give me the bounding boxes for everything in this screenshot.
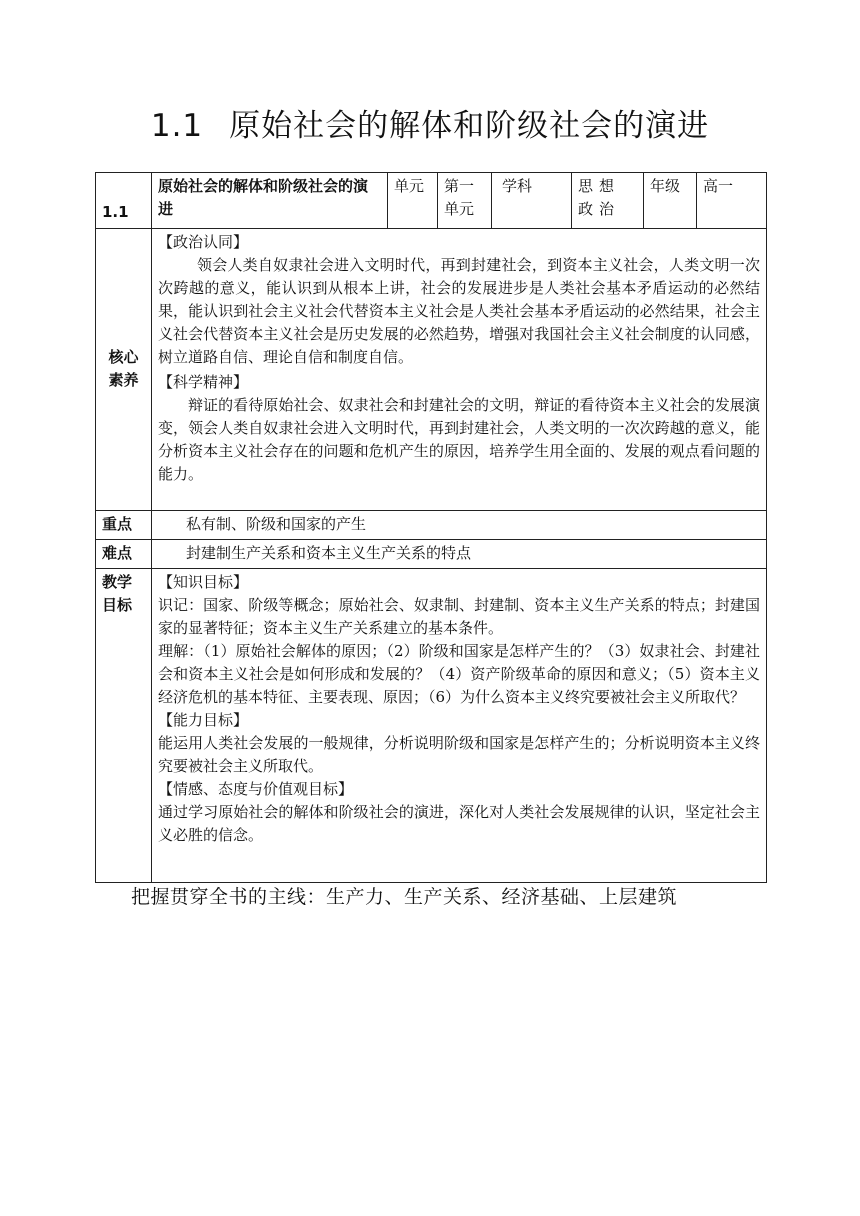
difficulty-label: 难点	[96, 540, 152, 569]
grade-value: 高一	[697, 173, 767, 229]
difficulty-content	[152, 540, 767, 569]
scientific-spirit-heading: 【科学精神】	[158, 373, 249, 391]
lesson-plan-table	[95, 172, 767, 883]
emotion-goal-heading: 【情感、态度与价值观目标】	[158, 780, 354, 798]
page-title-number: 1.1	[150, 108, 204, 144]
page-title	[0, 100, 860, 145]
knowledge-recall-text: 识记：国家、阶级等概念；原始社会、奴隶制、封建制、资本主义生产关系的特点；封建国家的显著特征；资本主义生产关系建立的基本条件。	[158, 596, 760, 637]
lesson-name: 原始社会的解体和阶级社会的演进	[152, 173, 388, 229]
core-literacy-label: 核心素养	[96, 229, 152, 511]
political-identity-heading: 【政治认同】	[158, 233, 249, 251]
key-point-text: 私有制、阶级和国家的产生	[186, 515, 367, 533]
knowledge-goal-heading: 【知识目标】	[158, 573, 249, 591]
difficulty-row	[96, 540, 767, 569]
unit-value: 第一单元	[438, 173, 492, 229]
main-thread-note: 把握贯穿全书的主线：生产力、生产关系、经济基础、上层建筑	[131, 886, 678, 908]
objectives-row	[96, 569, 767, 883]
core-literacy-content	[152, 229, 767, 511]
ability-goal-text: 能运用人类社会发展的一般规律，分析说明阶级和国家是怎样产生的；分析说明资本主义终究要被社会主义所取代。	[158, 734, 760, 775]
scientific-spirit-text: 辩证的看待原始社会、奴隶社会和封建社会的文明，辩证的看待资本主义社会的发展演变，领会人类自奴隶社会进入文明时代，再到封建社会，人类文明的一次次跨越的意义，能分析资本主义社会存在的问题和危机产生的原因，培养学生用全面的、发展的观点看问题的能力。	[158, 396, 760, 483]
key-point-label: 重点	[96, 511, 152, 540]
political-identity-text: 领会人类自奴隶社会进入文明时代，再到封建社会，到资本主义社会，人类文明一次次跨越的意义，能认识到从根本上讲，社会的发展进步是人类社会基本矛盾运动的必然结果，能认识到社会主义社会代替资本主义社会是人类社会基本矛盾运动的必然结果，社会主义社会代替资本主义社会是历史发展的必然趋势，增强对我国社会主义社会制度的认同感，树立道路自信、理论自信和制度自信。	[158, 256, 760, 366]
objectives-content	[152, 569, 767, 883]
header-row	[96, 173, 767, 229]
subject-value: 思想政治	[572, 173, 644, 229]
key-point-row	[96, 511, 767, 540]
difficulty-text: 封建制生产关系和资本主义生产关系的特点	[186, 544, 472, 562]
key-point-content	[152, 511, 767, 540]
ability-goal-heading: 【能力目标】	[158, 711, 249, 729]
subject-label: 学科	[492, 173, 572, 229]
objectives-label: 教学目标	[96, 569, 152, 883]
knowledge-understand-text: 理解：（1）原始社会解体的原因；（2）阶级和国家是怎样产生的？（3）奴隶社会、封建社会和资本主义社会是如何形成和发展的？（4）资产阶级革命的原因和意义；（5）资本主义经济危机的基本特征、主要表现、原因；（6）为什么资本主义终究要被社会主义所取代？	[158, 642, 760, 706]
page-title-text: 原始社会的解体和阶级社会的演进	[229, 108, 710, 144]
core-literacy-row	[96, 229, 767, 511]
unit-label: 单元	[388, 173, 438, 229]
emotion-goal-text: 通过学习原始社会的解体和阶级社会的演进，深化对人类社会发展规律的认识，坚定社会主义必胜的信念。	[158, 803, 760, 844]
lesson-code: 1.1	[96, 173, 152, 229]
grade-label: 年级	[644, 173, 697, 229]
